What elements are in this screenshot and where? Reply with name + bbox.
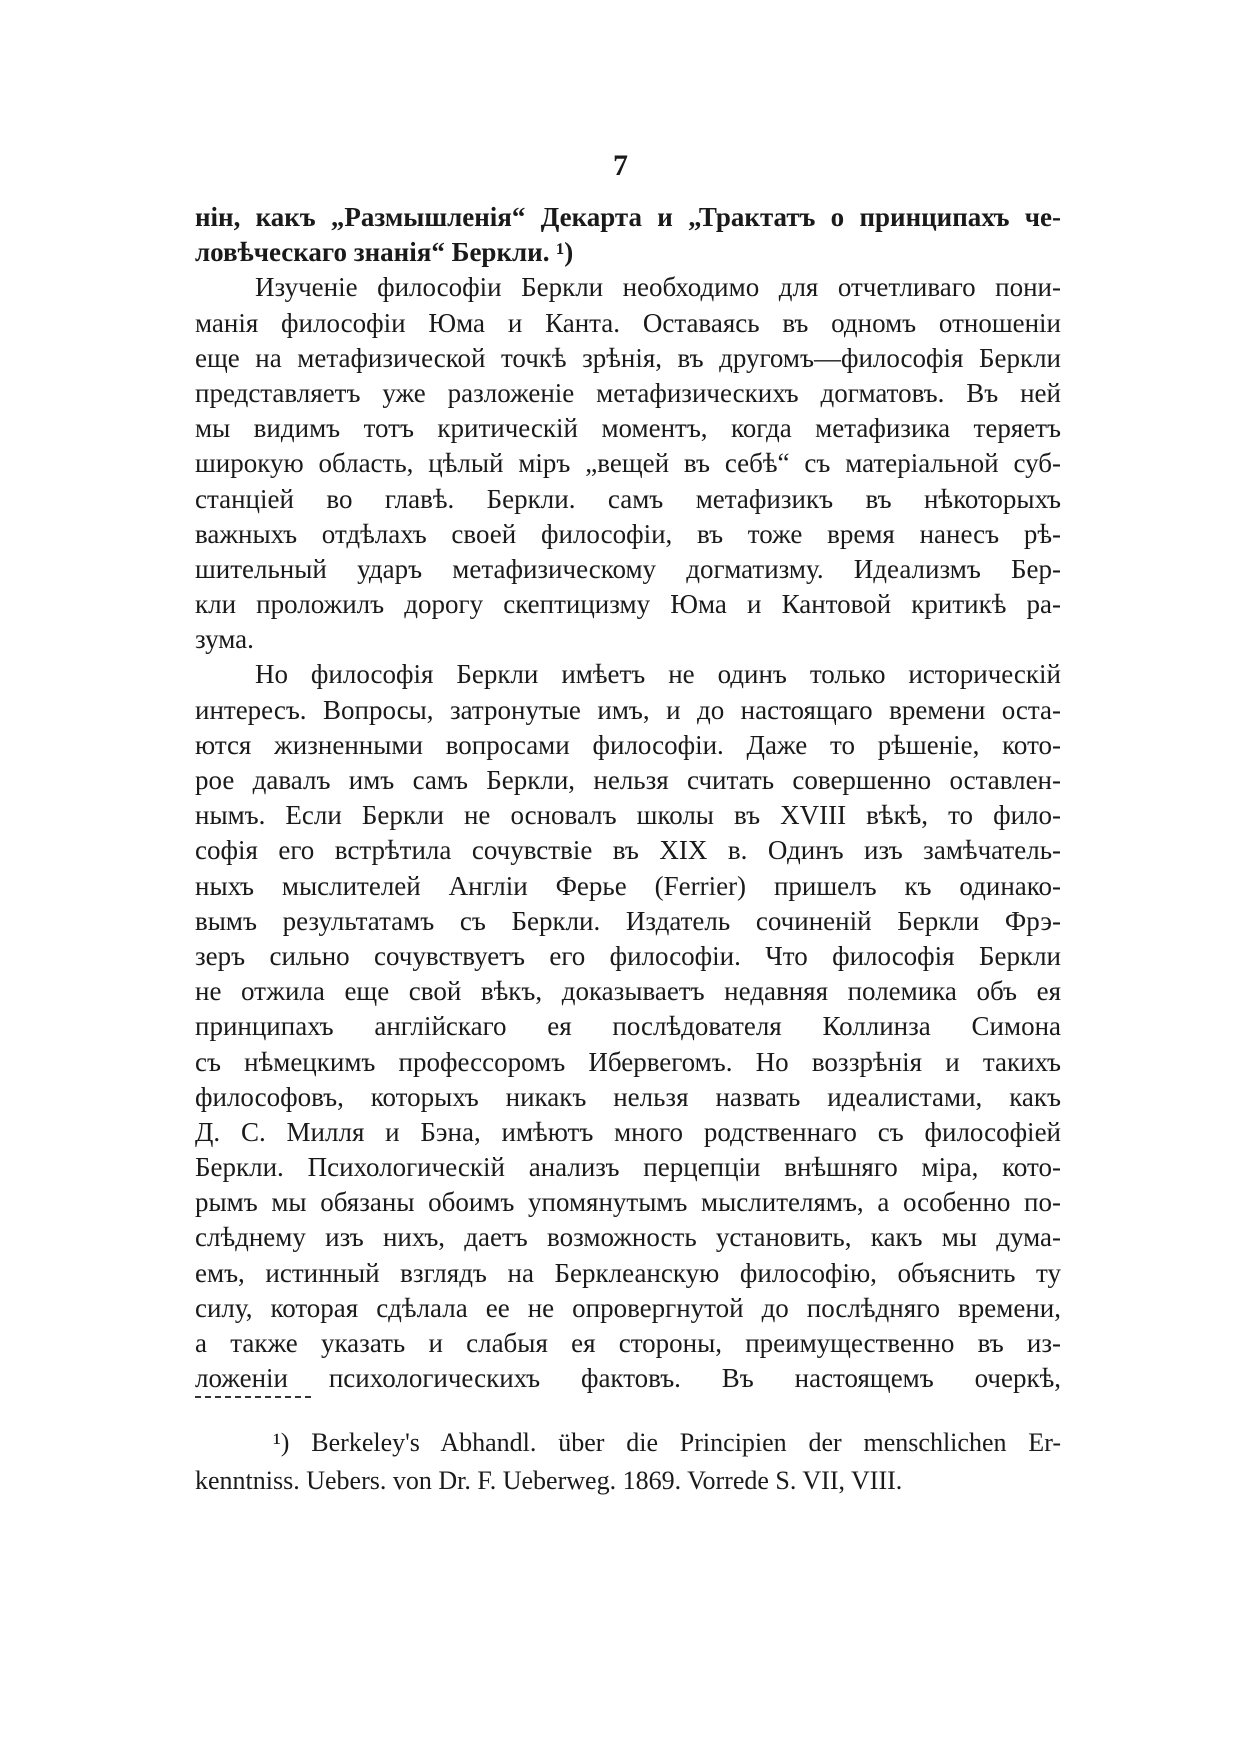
text-line: силу, которая сдѣлала ее не опровергнутой до послѣдняго времени, [195,1292,1061,1323]
text-line: ныхъ мыслителей Англіи Ферье (Ferrier) пришелъ къ одинако- [195,870,1061,901]
text-line: съ нѣмецкимъ профессоромъ Ибервегомъ. Но воззрѣнія и такихъ [195,1046,1061,1077]
text-line: нымъ. Если Беркли не основалъ школы въ XVIII вѣкѣ, то фило- [195,800,1061,831]
text-line: Изученіе философіи Беркли необходимо для отчетливаго пони- [255,272,1061,303]
text-line: рымъ мы обязаны обоимъ упомянутымъ мыслителямъ, а особенно по- [195,1187,1061,1218]
footnote-line: ¹) Berkeley's Abhandl. über die Principien der menschlichen Er- [273,1428,1061,1457]
text-line: философовъ, которыхъ никакъ нельзя назвать идеалистами, какъ [195,1081,1061,1112]
text-line: интересъ. Вопросы, затронутые имъ, и до настоящаго времени оста- [195,694,1061,725]
body-text [195,200,1061,1396]
text-line: принципахъ англійскаго ея послѣдователя Коллинза Симона [195,1011,1061,1042]
text-line: ются жизненными вопросами философіи. Даже то рѣшеніе, кото- [195,729,1061,760]
footnote [195,1424,1061,1500]
text-line: а также указать и слабыя ея стороны, преимущественно въ из- [195,1328,1061,1358]
text-line: представляетъ уже разложеніе метафизическихъ догматовъ. Въ ней [195,377,1061,408]
text-line: мы видимъ тотъ критическій моментъ, когда метафизика теряетъ [195,413,1061,444]
footnote-line: kenntniss. Uebers. von Dr. F. Ueberweg. 1869. Vorrede S. VII, VIII. [195,1466,903,1495]
text-line: рое давалъ имъ самъ Беркли, нельзя считать совершенно оставлен- [195,765,1061,795]
text-line: емъ, истинный взглядъ на Берклеанскую философію, объяснить ту [195,1257,1061,1288]
text-line: манія философіи Юма и Канта. Оставаясь въ одномъ отношеніи [195,307,1061,338]
footnote-separator [195,1396,311,1398]
text-line: важныхъ отдѣлахъ своей философіи, въ тоже время нанесъ рѣ- [195,518,1061,549]
text-line: слѣднему изъ нихъ, даетъ возможность установить, какъ мы дума- [195,1222,1061,1253]
text-line: Но философія Беркли имѣетъ не одинъ только историческій [255,659,1061,690]
text-line: нін, какъ „Размышленія“ Декарта и „Трактатъ о принципахъ че- [195,202,1061,232]
text-line: зеръ сильно сочувствуетъ его философіи. Что философія Беркли [195,940,1061,971]
text-line: софія его встрѣтила сочувствіе въ XIX в. Одинъ изъ замѣчатель- [195,835,1061,866]
text-line: ложеніи психологическихъ фактовъ. Въ настоящемъ очеркѣ, [195,1363,1061,1394]
text-line: Д. С. Милля и Бэна, имѣютъ много родственнаго съ философіей [195,1116,1061,1147]
text-line: ловѣческаго знанія“ Беркли. ¹) [195,237,574,268]
text-line: шительный ударъ метафизическому догматизму. Идеализмъ Бер- [195,553,1061,584]
text-line: Беркли. Психологическій анализъ перцепціи внѣшняго міра, кото- [195,1152,1061,1183]
page-number: 7 [613,149,628,182]
text-line: широкую область, цѣлый міръ „вещей въ себѣ“ съ матеріальной суб- [195,448,1061,479]
text-line: зума. [195,624,254,655]
text-line: не отжила еще свой вѣкъ, доказываетъ недавняя полемика объ ея [195,976,1061,1007]
text-line: станціей во главѣ. Беркли. самъ метафизикъ въ нѣкоторыхъ [195,483,1061,514]
text-line: еще на метафизической точкѣ зрѣнія, въ другомъ—философія Беркли [195,342,1061,373]
text-line: вымъ результатамъ съ Беркли. Издатель сочиненій Беркли Фрэ- [195,905,1061,936]
text-line: кли проложилъ дорогу скептицизму Юма и Кантовой критикѣ ра- [195,589,1061,620]
